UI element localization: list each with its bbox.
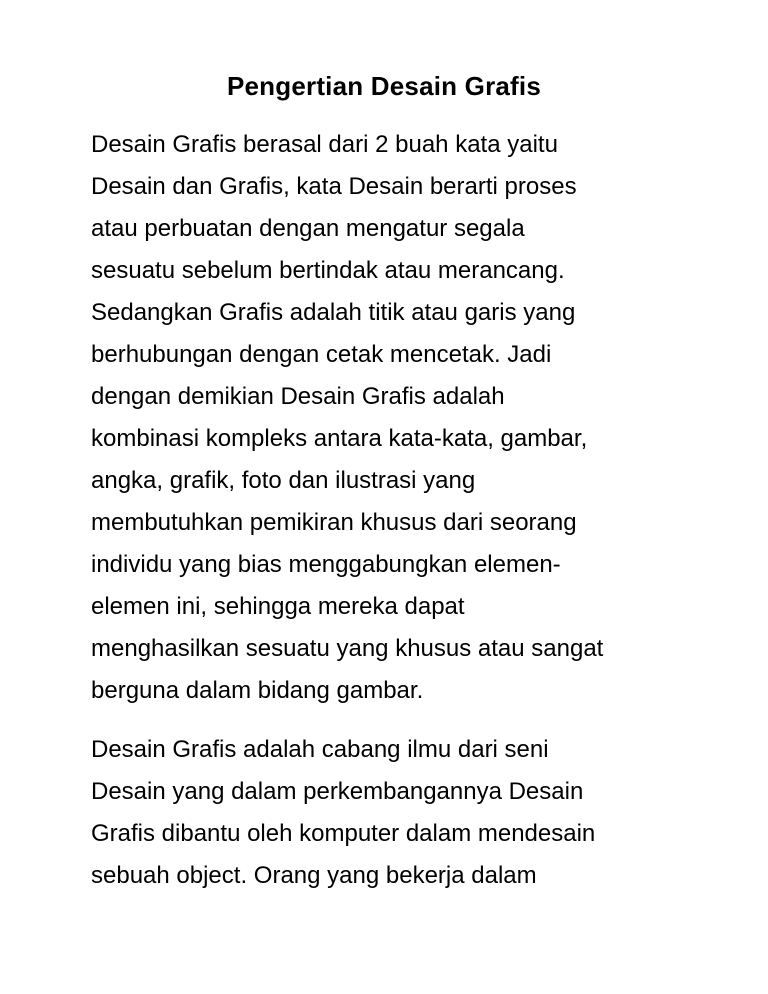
- paragraph-1: [91, 124, 691, 712]
- paragraph-line: Sedangkan Grafis adalah titik atau garis yang: [91, 299, 576, 326]
- paragraph-line: Desain yang dalam perkembangannya Desain: [91, 778, 584, 805]
- paragraph-line: berhubungan dengan cetak mencetak. Jadi: [91, 341, 552, 368]
- paragraph-line: sebuah object. Orang yang bekerja dalam: [91, 862, 537, 889]
- paragraph-line: individu yang bias menggabungkan elemen-: [91, 551, 561, 578]
- paragraph-line: berguna dalam bidang gambar.: [91, 677, 424, 704]
- paragraph-line: dengan demikian Desain Grafis adalah: [91, 383, 505, 410]
- paragraph-line: menghasilkan sesuatu yang khusus atau sangat: [91, 635, 604, 662]
- document-title: Pengertian Desain Grafis: [226, 71, 542, 101]
- paragraph-line: Grafis dibantu oleh komputer dalam mendesain: [91, 820, 596, 847]
- paragraph-line: angka, grafik, foto dan ilustrasi yang: [91, 467, 476, 494]
- paragraph-line: Desain dan Grafis, kata Desain berarti proses: [91, 173, 577, 200]
- paragraph-line: atau perbuatan dengan mengatur segala: [91, 215, 525, 242]
- paragraph-line: membutuhkan pemikiran khusus dari seorang: [91, 509, 577, 536]
- paragraph-line: kombinasi kompleks antara kata-kata, gambar,: [91, 425, 588, 452]
- paragraph-line: Desain Grafis berasal dari 2 buah kata yaitu: [91, 131, 558, 158]
- paragraph-line: Desain Grafis adalah cabang ilmu dari seni: [91, 736, 549, 763]
- paragraph-line: sesuatu sebelum bertindak atau merancang.: [91, 257, 565, 284]
- paragraph-2: [91, 729, 691, 897]
- paragraph-line: elemen ini, sehingga mereka dapat: [91, 593, 465, 620]
